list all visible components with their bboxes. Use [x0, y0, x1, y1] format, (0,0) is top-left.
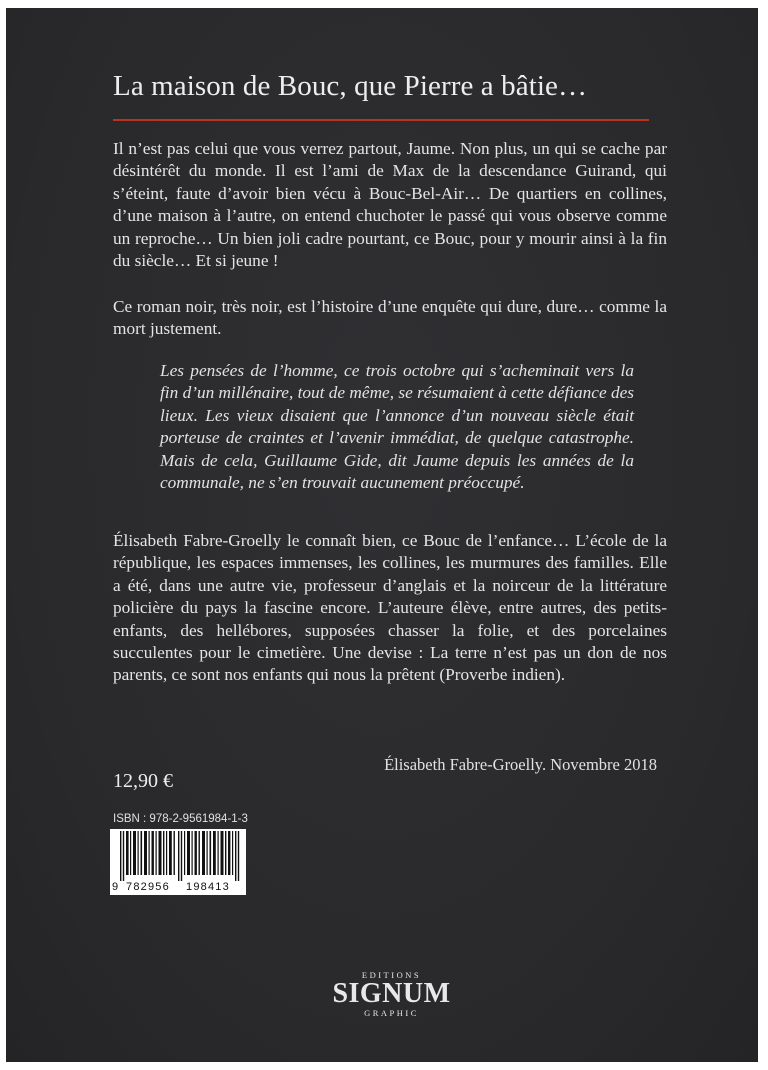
publisher-logo-top: EDITIONS — [361, 970, 422, 980]
book-title: La maison de Bouc, que Pierre a bâtie… — [113, 70, 588, 102]
price-label: 12,90 € — [113, 770, 173, 792]
barcode — [110, 829, 246, 895]
book-back-cover — [6, 8, 758, 1062]
publisher-logo-bottom: GRAPHIC — [364, 1008, 419, 1018]
publisher-logo — [324, 970, 459, 1018]
barcode-bars-icon — [120, 831, 242, 881]
publisher-logo-main: SIGNUM — [332, 978, 451, 1009]
author-bio-paragraph: Élisabeth Fabre-Groelly le connaît bien, ce Bouc de l’enfance… L’école de la république, les espaces immenses, les collines, les murmures des familles. Elle a été, dans une autre vie, professeur d’anglais et la noirceur de la littérature policière du pays la fascine encore. L’auteure élève, entre autres, des petits-enfants, des hellébores, supposées chasser la folie, et des porcelaines succulentes pour le cimetière. Une devise : La terre n’est pas un don de nos parents, ce sont nos enfants qui nous la prêtent (Proverbe indien). — [113, 531, 667, 685]
barcode-digits — [110, 881, 246, 895]
author-signature: Élisabeth Fabre-Groelly. Novembre 2018 — [384, 755, 657, 774]
isbn-label: ISBN : 978-2-9561984-1-3 — [113, 813, 248, 825]
barcode-right-group: 198413 — [186, 881, 230, 893]
excerpt-quote: Les pensées de l’homme, ce trois octobre qui s’acheminait vers la fin d’un millénaire, tout de même, se résumaient à cette défiance des lieux. Les vieux disaient que l’annonce d’un nouveau siècle était porteuse de craintes et l’avenir immédiat, de quelque catastrophe. Mais de cela, Guillaume Gide, dit Jaume depuis les années de la communale, ne s’en trouvait aucunement préoccupé. — [160, 361, 634, 493]
title-underline — [113, 119, 649, 121]
barcode-first-digit: 9 — [112, 881, 119, 893]
synopsis-paragraph-1: Il n’est pas celui que vous verrez partout, Jaume. Non plus, un qui se cache par désintérêt du monde. Il est l’ami de Max de la descendance Guirand, qui s’éteint, faute d’avoir bien vécu à Bouc-Bel-Air… De quartiers en collines, d’une maison à l’autre, on entend chuchoter le passé qui vous observe comme un reproche… Un bien joli cadre pourtant, ce Bouc, pour y mourir ainsi à la fin du siècle… Et si jeune ! — [113, 139, 667, 271]
synopsis-paragraph-2: Ce roman noir, très noir, est l’histoire d’une enquête qui dure, dure… comme la mort justement. — [113, 297, 667, 339]
barcode-left-group: 782956 — [126, 881, 170, 893]
